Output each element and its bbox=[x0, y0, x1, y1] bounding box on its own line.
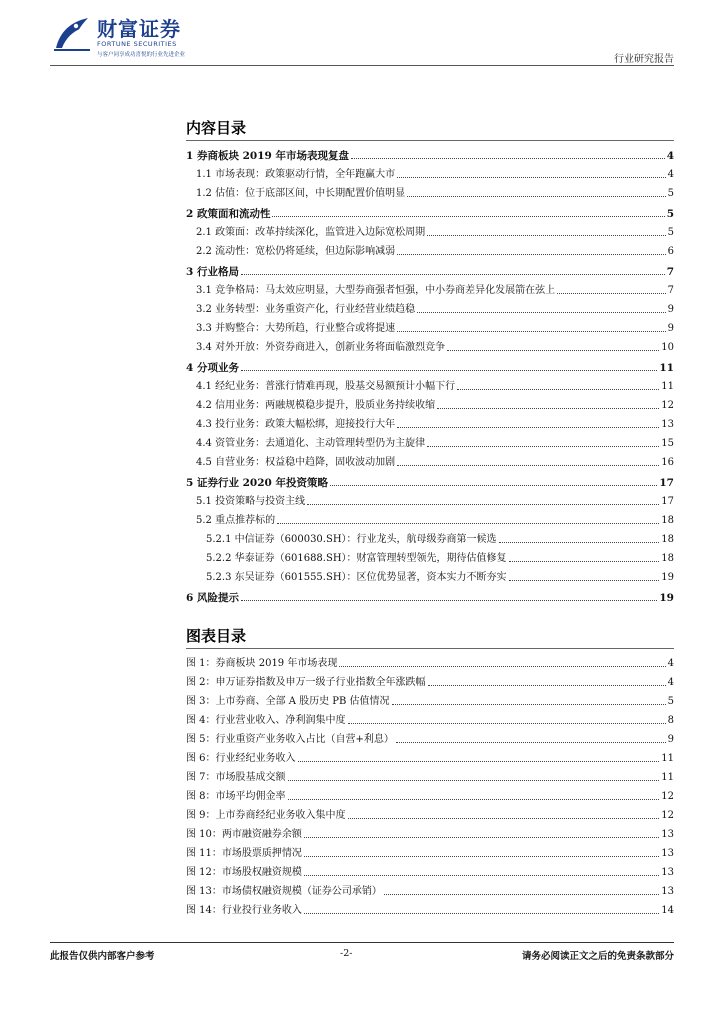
toc-entry[interactable]: 1.1 市场表现：政策驱动行情，全年跑赢大市 4 bbox=[196, 169, 674, 180]
logo-slogan: 与客户同享成功喜悦的行业先进企业 bbox=[97, 52, 186, 58]
footer-disclaimer-right: 请务必阅读正文之后的免责条款部分 bbox=[521, 951, 674, 962]
figure-entry[interactable]: 图 7：市场股基成交额 11 bbox=[186, 772, 674, 783]
figure-entry[interactable]: 图 11：市场股票质押情况 13 bbox=[186, 848, 674, 859]
figure-entry[interactable]: 图 10：两市融资融券余额 13 bbox=[186, 829, 674, 840]
header-divider bbox=[50, 65, 674, 66]
toc-title-divider bbox=[186, 140, 674, 141]
fortune-securities-logo-icon bbox=[52, 14, 92, 54]
figure-entry[interactable]: 图 2：申万证券指数及申万一级子行业指数全年涨跌幅 4 bbox=[186, 677, 674, 688]
figure-entry[interactable]: 图 13：市场债权融资规模（证券公司承销） 13 bbox=[186, 886, 674, 897]
list-of-figures bbox=[186, 654, 674, 924]
figure-entry[interactable]: 图 6：行业经纪业务收入 11 bbox=[186, 753, 674, 764]
toc-entry[interactable]: 2.1 政策面：改革持续深化，监管进入边际宽松周期 5 bbox=[196, 227, 674, 238]
toc-entry[interactable]: 4.3 投行业务：政策大幅松绑，迎接投行大年 13 bbox=[196, 419, 674, 430]
toc-entry[interactable]: 2 政策面和流动性 5 bbox=[186, 208, 674, 220]
logo-chinese-name: 财富证券 bbox=[97, 17, 181, 41]
logo-english-name: FORTUNE SECURITIES bbox=[97, 40, 177, 48]
toc-entry[interactable]: 3 行业格局 7 bbox=[186, 266, 674, 278]
toc-entry[interactable]: 3.3 并购整合：大势所趋，行业整合或将提速 9 bbox=[196, 323, 674, 334]
toc-entry[interactable]: 5.1 投资策略与投资主线 17 bbox=[196, 496, 674, 507]
report-type-label: 行业研究报告 bbox=[614, 54, 674, 65]
page-number: -2- bbox=[340, 948, 353, 959]
footer-divider bbox=[50, 942, 674, 943]
toc-entry[interactable]: 3.2 业务转型：业务重资产化，行业经营业绩趋稳 9 bbox=[196, 304, 674, 315]
toc-entry[interactable]: 6 风险提示 19 bbox=[186, 592, 674, 604]
toc-entry[interactable]: 4.5 自营业务：权益稳中趋降，固收波动加剧 16 bbox=[196, 457, 674, 468]
toc-entry[interactable]: 1.2 估值：位于底部区间，中长期配置价值明显 5 bbox=[196, 188, 674, 199]
toc-title: 内容目录 bbox=[186, 119, 247, 137]
figures-title: 图表目录 bbox=[186, 627, 247, 645]
figure-entry[interactable]: 图 9：上市券商经纪业务收入集中度 12 bbox=[186, 810, 674, 821]
table-of-contents bbox=[186, 146, 674, 606]
page-header bbox=[0, 0, 724, 66]
figure-entry[interactable]: 图 14：行业投行业务收入 14 bbox=[186, 905, 674, 916]
toc-entry[interactable]: 4.2 信用业务：两融规模稳步提升，股质业务持续收缩 12 bbox=[196, 400, 674, 411]
figure-entry[interactable]: 图 4：行业营业收入、净利润集中度 8 bbox=[186, 715, 674, 726]
toc-entry[interactable]: 1 券商板块 2019 年市场表现复盘 4 bbox=[186, 150, 674, 162]
toc-entry[interactable]: 5.2 重点推荐标的 18 bbox=[196, 515, 674, 526]
toc-entry[interactable]: 5 证券行业 2020 年投资策略 17 bbox=[186, 477, 674, 489]
toc-entry[interactable]: 5.2.2 华泰证券（601688.SH）：财富管理转型领先，期待估值修复 18 bbox=[206, 553, 674, 564]
toc-entry[interactable]: 5.2.1 中信证券（600030.SH）：行业龙头，航母级券商第一候选 18 bbox=[206, 534, 674, 545]
toc-entry[interactable]: 4.1 经纪业务：普涨行情难再现，股基交易额预计小幅下行 11 bbox=[196, 381, 674, 392]
figure-entry[interactable]: 图 8：市场平均佣金率 12 bbox=[186, 791, 674, 802]
figure-entry[interactable]: 图 3：上市券商、全部 A 股历史 PB 估值情况 5 bbox=[186, 696, 674, 707]
footer-disclaimer-left: 此报告仅供内部客户参考 bbox=[50, 951, 155, 962]
figures-title-divider bbox=[186, 648, 674, 649]
toc-entry[interactable]: 5.2.3 东吴证券（601555.SH）：区位优势显著，资本实力不断夯实 19 bbox=[206, 572, 674, 583]
figure-entry[interactable]: 图 12：市场股权融资规模 13 bbox=[186, 867, 674, 878]
toc-entry[interactable]: 4.4 资管业务：去通道化、主动管理转型仍为主旋律 15 bbox=[196, 438, 674, 449]
toc-entry[interactable]: 4 分项业务 11 bbox=[186, 362, 674, 374]
figure-entry[interactable]: 图 5：行业重资产业务收入占比（自营+利息） 9 bbox=[186, 734, 674, 745]
toc-entry[interactable]: 2.2 流动性：宽松仍将延续，但边际影响减弱 6 bbox=[196, 246, 674, 257]
figure-entry[interactable]: 图 1：券商板块 2019 年市场表现 4 bbox=[186, 658, 674, 669]
toc-entry[interactable]: 3.1 竞争格局：马太效应明显，大型券商强者恒强，中小券商差异化发展箭在弦上 7 bbox=[196, 285, 674, 296]
toc-entry[interactable]: 3.4 对外开放：外资券商进入，创新业务将面临激烈竞争 10 bbox=[196, 342, 674, 353]
